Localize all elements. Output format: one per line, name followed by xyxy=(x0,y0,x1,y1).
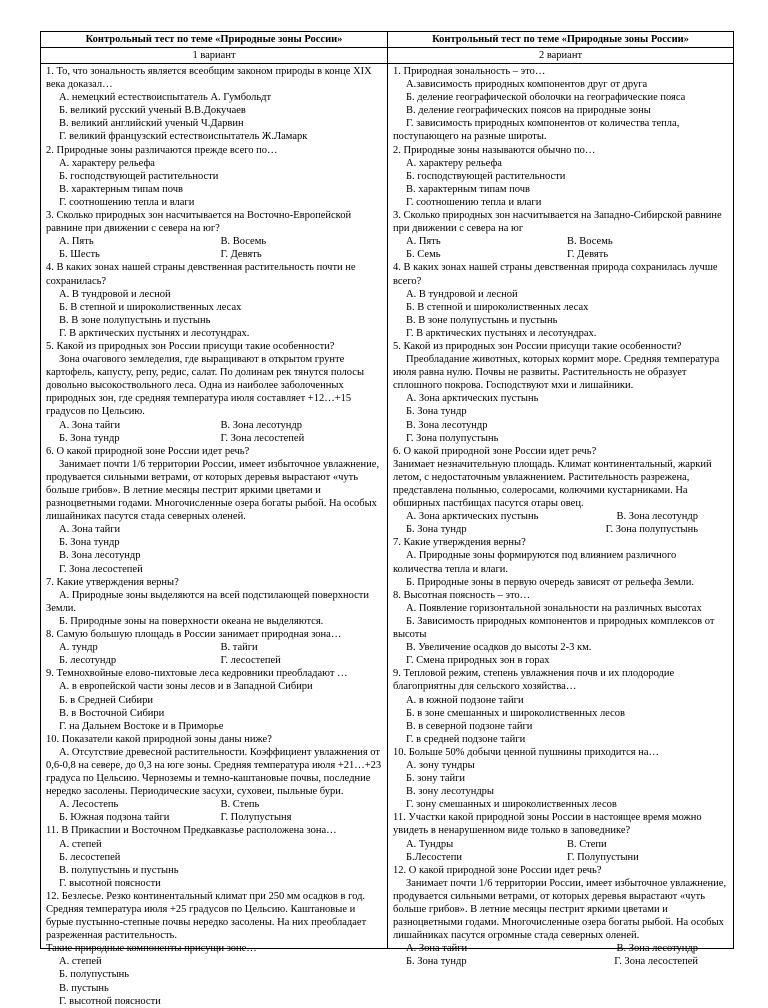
question-text: А. Отсутствие древесной растительности. Коэффициент увлажнения от 0,6-0,8 на севере, до 0,3 на юге зоны. Средняя температура июля +21…+23 градуса по Цельсию. Черноземы и темно-каштановые почвы, последние нередко засолены. Периодические засухи, суховеи, пыльные бури. xyxy=(46,746,382,798)
option: Б. Зона тундр xyxy=(59,432,120,444)
option: Б. Шесть xyxy=(59,249,100,261)
option: В. полупустынь и пустынь xyxy=(59,864,179,876)
option: Г. зависимость природных компонентов от количества тепла, поступающего на разные широты. xyxy=(393,118,680,143)
option: Б. Природные зоны на поверхности океана не выделяются. xyxy=(59,615,324,627)
option: Б. в зоне смешанных и широколиственных лесов xyxy=(406,707,625,719)
option: В. деление географических поясов на природные зоны xyxy=(406,105,651,117)
option: Г. высотной поясности xyxy=(59,995,161,1007)
question-2: 2. Природные зоны называются обычно по… xyxy=(393,144,596,156)
option: Г. на Дальнем Востоке и в Приморье xyxy=(59,720,224,732)
question-12: 12. Безлесье. Резко континентальный климат при 250 мм осадков в год. Средняя температура июля +25 градусов по Цельсию. Каштановые и бурые пустынно-степные почвы нередко засолены. На них преобладает разреженная растительность. xyxy=(46,890,367,942)
question-6: 6. О какой природной зоне России идет речь? xyxy=(46,445,250,457)
option: Б. деление географической оболочки на географические пояса xyxy=(406,92,686,104)
option: В. в северной подзоне тайги xyxy=(406,720,533,732)
option-row xyxy=(406,235,728,248)
option: А. Пять xyxy=(406,236,441,248)
option: Б. Семь xyxy=(406,249,441,261)
question-1: 1. Природная зональность – это… xyxy=(393,66,546,77)
option: В. Восемь xyxy=(220,236,267,248)
variant-2-questions xyxy=(388,64,733,968)
question-6: 6. О какой природной зоне России идет речь? xyxy=(393,445,597,457)
option: А. степей xyxy=(59,838,102,850)
option: В. в Восточной Сибири xyxy=(59,707,165,719)
option: Г. Зона лесостепей xyxy=(59,563,143,575)
question-3: 3. Сколько природных зон насчитывается на Западно-Сибирской равнине при движении с севера на юг xyxy=(393,210,722,235)
option: А. характеру рельефа xyxy=(59,157,155,169)
option: Б. Зона тундр xyxy=(59,537,120,549)
option-row xyxy=(406,523,728,536)
question-text: Занимает незначительную площадь. Климат континентальный, жаркий летом, с недостаточным увлажнением. Растительность разрежена, представлена полынью, солеросами, колючими кустарниками. На обширных пастбищах пасутся отары овец. xyxy=(393,458,712,510)
option-row xyxy=(406,248,728,261)
option: В. В зоне полупустынь и пустынь xyxy=(406,314,558,326)
option: А. Лесостепь xyxy=(59,799,119,811)
question-5: 5. Какой из природных зон России присущи такие особенности? xyxy=(46,340,335,352)
option: В. Увеличение осадков до высоты 2-3 км. xyxy=(406,642,592,654)
option: А. тундр xyxy=(59,642,98,654)
option-row xyxy=(406,838,728,851)
option: Г. высотной поясности xyxy=(59,877,161,889)
option: Б. Зона тундр xyxy=(406,406,467,418)
question-text: Преобладание животных, которых кормит море. Средняя температура июля равна нулю. Почвы не развиты. Растительность не образует сплошного покрова. Господствуют мхи и лишайники. xyxy=(393,354,720,392)
option: В. Степи xyxy=(567,838,607,850)
option: А. В тундровой и лесной xyxy=(406,288,518,300)
option-row xyxy=(59,641,382,654)
variant-2-title: Контрольный тест по теме «Природные зоны России» xyxy=(388,32,733,48)
option: А. Появление горизонтальной зональности на различных высотах xyxy=(406,602,702,614)
question-8: 8. Самую большую площадь в России занимает природная зона… xyxy=(46,629,342,641)
option: Г. Смена природных зон в горах xyxy=(406,655,550,667)
option: Г. Зона лесостепей xyxy=(614,956,698,968)
option: Г. Зона лесостепей xyxy=(220,432,305,444)
option: В. пустынь xyxy=(59,982,109,994)
question-1: 1. То, что зональность является всеобщим законом природы в конце XIX века доказал… xyxy=(46,66,372,91)
option: А. зону тундры xyxy=(406,759,475,771)
option: Г. Девять xyxy=(567,249,609,261)
option: В. великий английский ученый Ч.Дарвин xyxy=(59,118,244,130)
option: А. Природные зоны формируются под влиянием различного количества тепла и влаги. xyxy=(393,550,677,575)
question-text: Такие природные компоненты присущи зоне… xyxy=(46,943,257,955)
option: А. немецкий естествоиспытатель А. Гумбольдт xyxy=(59,92,272,104)
option: Б. Зависимость природных компонентов и природных комплексов от высоты xyxy=(393,615,715,641)
question-9: 9. Темнохвойные елово-пихтовые леса кедровники преобладают … xyxy=(46,668,348,680)
option: Г. Полупустыни xyxy=(567,851,639,863)
option: Г. зону смешанных и широколиственных лесов xyxy=(406,799,617,811)
option: А. Зона тайги xyxy=(59,419,121,431)
option: А. в европейской части зоны лесов и в Западной Сибири xyxy=(59,681,313,693)
question-12: 12. О какой природной зоне России идет речь? xyxy=(393,864,602,876)
option-row xyxy=(406,851,728,864)
option-row xyxy=(59,248,382,261)
variant-1-column xyxy=(41,32,387,1007)
option-row xyxy=(59,654,382,667)
option: А. Зона арктических пустынь xyxy=(406,393,539,405)
option: Г. в средней подзоне тайги xyxy=(406,733,526,745)
question-11: 11. Участки какой природной зоны России в настоящее время можно увидеть в ненарушенном виде только в заповеднике? xyxy=(393,812,702,837)
option: Г. Девять xyxy=(220,249,262,261)
option: Г. Зона полупустынь xyxy=(406,432,499,444)
option: Б. полупустынь xyxy=(59,969,130,981)
question-4: 4. В каких зонах нашей страны девственная природа сохранилась лучше всего? xyxy=(393,262,718,287)
option-row xyxy=(59,811,382,824)
option: А.зависимость природных компонентов друг от друга xyxy=(406,79,648,91)
question-3: 3. Сколько природных зон насчитывается на Восточно-Европейской равнине при движении с севера на юг? xyxy=(46,210,352,235)
option: Г. соотношению тепла и влаги xyxy=(406,196,542,208)
option: В. Зона лесотундр xyxy=(59,550,141,562)
question-9: 9. Тепловой режим, степень увлажнения почв и их плодородие благоприятны для сельского хозяйства… xyxy=(393,668,675,693)
option: Б. Зона тундр xyxy=(406,956,467,968)
option: Г. В арктических пустынях и лесотундрах. xyxy=(406,327,597,339)
variant-1-title: Контрольный тест по теме «Природные зоны России» xyxy=(41,32,387,48)
option: А. характеру рельефа xyxy=(406,157,502,169)
option: Б.Лесостепи xyxy=(406,851,462,863)
option: А. Зона тайги xyxy=(59,524,121,536)
question-8: 8. Высотная поясность – это… xyxy=(393,589,531,601)
option: Г. соотношению тепла и влаги xyxy=(59,196,195,208)
test-sheet xyxy=(40,31,734,1007)
option: В. зону лесотундры xyxy=(406,786,494,798)
option: Б. В степной и широколиственных лесах xyxy=(59,301,242,313)
question-5: 5. Какой из природных зон России присущи такие особенности? xyxy=(393,340,682,352)
option: Г. В арктических пустынях и лесотундрах. xyxy=(59,327,250,339)
question-7: 7. Какие утверждения верны? xyxy=(393,537,526,549)
option: Б. Южная подзона тайги xyxy=(59,812,170,824)
variant-2-column xyxy=(387,32,733,968)
option: В. В зоне полупустынь и пустынь xyxy=(59,314,211,326)
option: А. Зона арктических пустынь xyxy=(406,511,539,523)
variant-1-questions xyxy=(41,64,387,1008)
option: Б. в Средней Сибири xyxy=(59,694,153,706)
option: А. Природные зоны выделяются на всей подстилающей поверхности Земли. xyxy=(46,589,369,614)
option: А. Тундры xyxy=(406,838,454,850)
option: В. тайги xyxy=(220,642,258,654)
option: Б. господствующей растительности xyxy=(406,170,566,182)
question-11: 11. В Прикаспии и Восточном Предкавказье расположена зона… xyxy=(46,825,337,837)
option: Б. лесостепей xyxy=(59,851,121,863)
option-row xyxy=(59,798,382,811)
option-row xyxy=(406,955,728,968)
question-text: Занимает почти 1/6 территории России, имеет избыточное увлажнение, продувается сильными ветрами, от которых деревья вырастают «чуть больше грибов». В летние месяцы пестрит яркими цветами и разноцветными годами. Многочисленные озера богаты рыбой. На особых лишайниках пасутся стада северных оленей. xyxy=(46,458,380,523)
question-7: 7. Какие утверждения верны? xyxy=(46,576,179,588)
option: Г. Зона полупустынь xyxy=(605,524,698,536)
option: Б. В степной и широколиственных лесах xyxy=(406,301,589,313)
option: В. Зона лесотундр xyxy=(616,511,698,523)
option: А. Зона тайги xyxy=(406,943,468,955)
variant-1-label: 1 вариант xyxy=(41,48,387,64)
question-10: 10. Показатели какой природной зоны даны ниже? xyxy=(46,733,272,745)
option-row xyxy=(59,432,382,445)
option: В. Зона лесотундр xyxy=(616,943,698,955)
variant-2-label: 2 вариант xyxy=(388,48,733,64)
option-row xyxy=(406,942,728,955)
option: В. характерным типам почв xyxy=(406,183,530,195)
question-text: Занимает почти 1/6 территории России, имеет избыточное увлажнение, продувается сильными ветрами, от которых деревья вырастают «чуть больше грибов». В летние месяцы пестрит яркими цветами и разноцветными годами. Многочисленные озера богаты рыбой. На особых лишайниках пасутся огромные стада северных оленей. xyxy=(393,877,727,942)
option: А. В тундровой и лесной xyxy=(59,288,171,300)
question-2: 2. Природные зоны различаются прежде всего по… xyxy=(46,144,278,156)
option: Б. Природные зоны в первую очередь зависят от рельефа Земли. xyxy=(406,576,695,588)
question-4: 4. В каких зонах нашей страны девственная растительность почти не сохранилась? xyxy=(46,262,356,287)
option: В. Зона лесотундр xyxy=(406,419,488,431)
question-text: Зона очагового земледелия, где выращивают в открытом грунте картофель, капусту, репу, редис, салат. По долинам рек тянутся полосы довольно высокоствольного леса. Одна из наиболее заболоченных природных зон, где средняя температура июля составляет +12…+15 градусов по Цельсию. xyxy=(46,354,365,418)
option: Б. Зона тундр xyxy=(406,524,467,536)
option-row xyxy=(406,510,728,523)
option: В. Восемь xyxy=(567,236,613,248)
option-row xyxy=(59,235,382,248)
option: В. характерным типам почв xyxy=(59,183,183,195)
option: Б. лесотундр xyxy=(59,655,117,667)
option-row xyxy=(59,419,382,432)
option: А. в южной подзоне тайги xyxy=(406,694,524,706)
option: Б. великий русский ученый В.В.Докучаев xyxy=(59,105,246,117)
option: А. Пять xyxy=(59,236,94,248)
option: Г. лесостепей xyxy=(220,655,281,667)
option: Г. Полупустыня xyxy=(220,812,292,824)
option: Б. господствующей растительности xyxy=(59,170,219,182)
option: В. Степь xyxy=(220,799,260,811)
option: Б. зону тайги xyxy=(406,773,466,785)
option: Г. великий французский естествоиспытатель Ж.Ламарк xyxy=(59,131,308,143)
option: В. Зона лесотундр xyxy=(220,419,303,431)
question-10: 10. Больше 50% добычи ценной пушнины приходится на… xyxy=(393,746,660,758)
option: А. степей xyxy=(59,956,102,968)
